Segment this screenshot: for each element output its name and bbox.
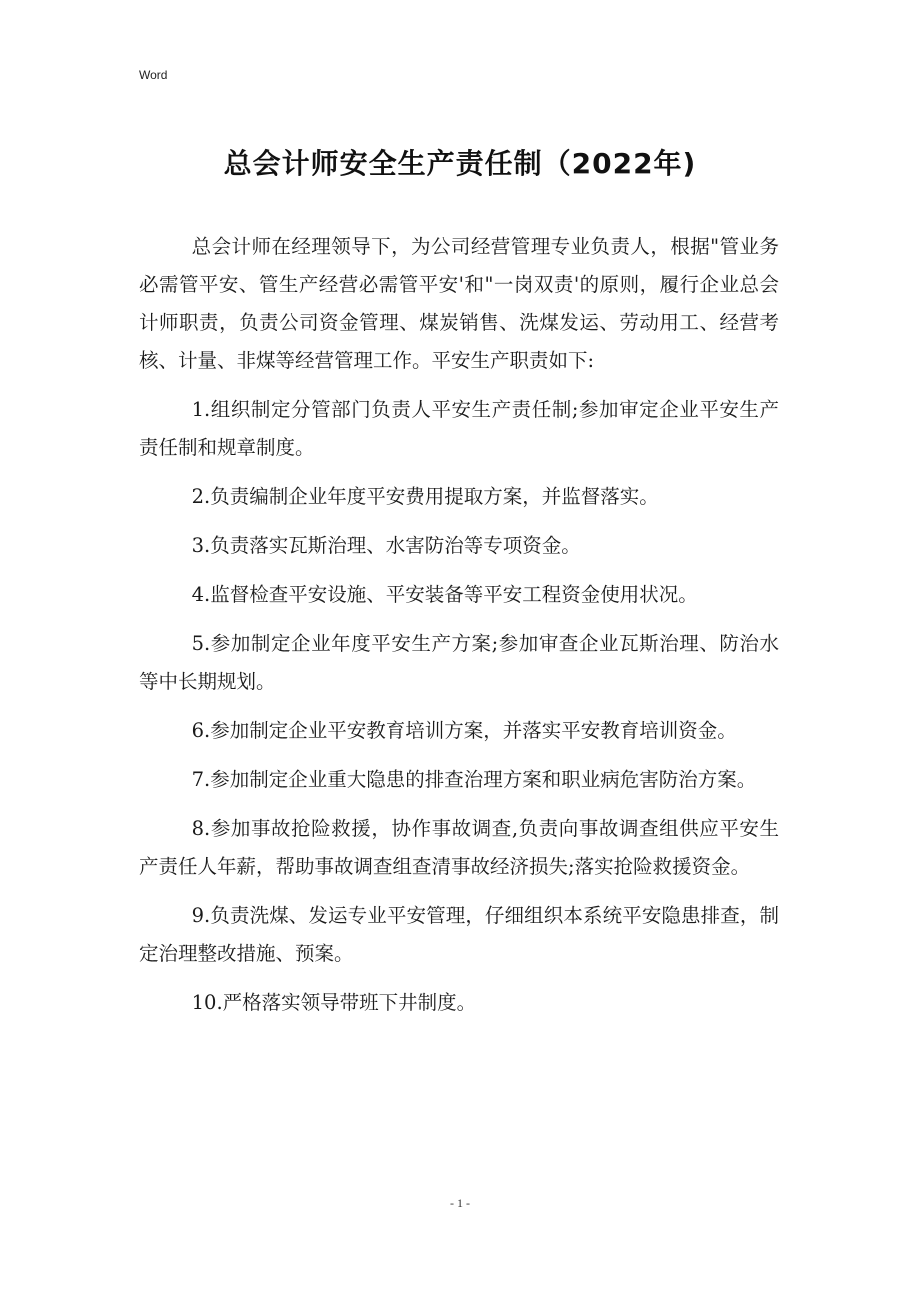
list-item: 6.参加制定企业平安教育培训方案，并落实平安教育培训资金。 <box>191 719 737 742</box>
list-item: 2.负责编制企业年度平安费用提取方案，并监督落实。 <box>191 485 659 508</box>
intro-paragraph: 总会计师在经理领导下，为公司经营管理专业负责人，根据"管业务必需管平安、管生产经营必需管平安'和"一岗双责'的原则，履行企业总会计师职责，负责公司资金管理、煤炭销售、洗煤发运、劳动用工、经营考核、计量、非煤等经营管理工作。平安生产职责如下: <box>139 235 779 372</box>
list-item: 1.组织制定分管部门负责人平安生产责任制;参加审定企业平安生产责任制和规章制度。 <box>139 398 779 459</box>
list-item: 3.负责落实瓦斯治理、水害防治等专项资金。 <box>191 534 581 557</box>
list-item: 9.负责洗煤、发运专业平安管理，仔细组织本系统平安隐患排查，制定治理整改措施、预案。 <box>139 904 779 965</box>
list-item: 4.监督检查平安设施、平安装备等平安工程资金使用状况。 <box>191 583 698 606</box>
page-title: 总会计师安全生产责任制（2022年) <box>223 147 697 180</box>
header-label: Word <box>139 68 168 82</box>
document-body <box>139 228 779 1033</box>
list-item: 7.参加制定企业重大隐患的排查治理方案和职业病危害防治方案。 <box>191 768 757 791</box>
list-item: 5.参加制定企业年度平安生产方案;参加审查企业瓦斯治理、防治水等中长期规划。 <box>139 632 779 693</box>
list-item: 10.严格落实领导带班下井制度。 <box>191 991 477 1014</box>
list-item: 8.参加事故抢险救援，协作事故调查,负责向事故调查组供应平安生产责任人年薪，帮助事故调查组查清事故经济损失;落实抢险救援资金。 <box>139 817 779 878</box>
page-number: - 1 - <box>450 1196 470 1210</box>
